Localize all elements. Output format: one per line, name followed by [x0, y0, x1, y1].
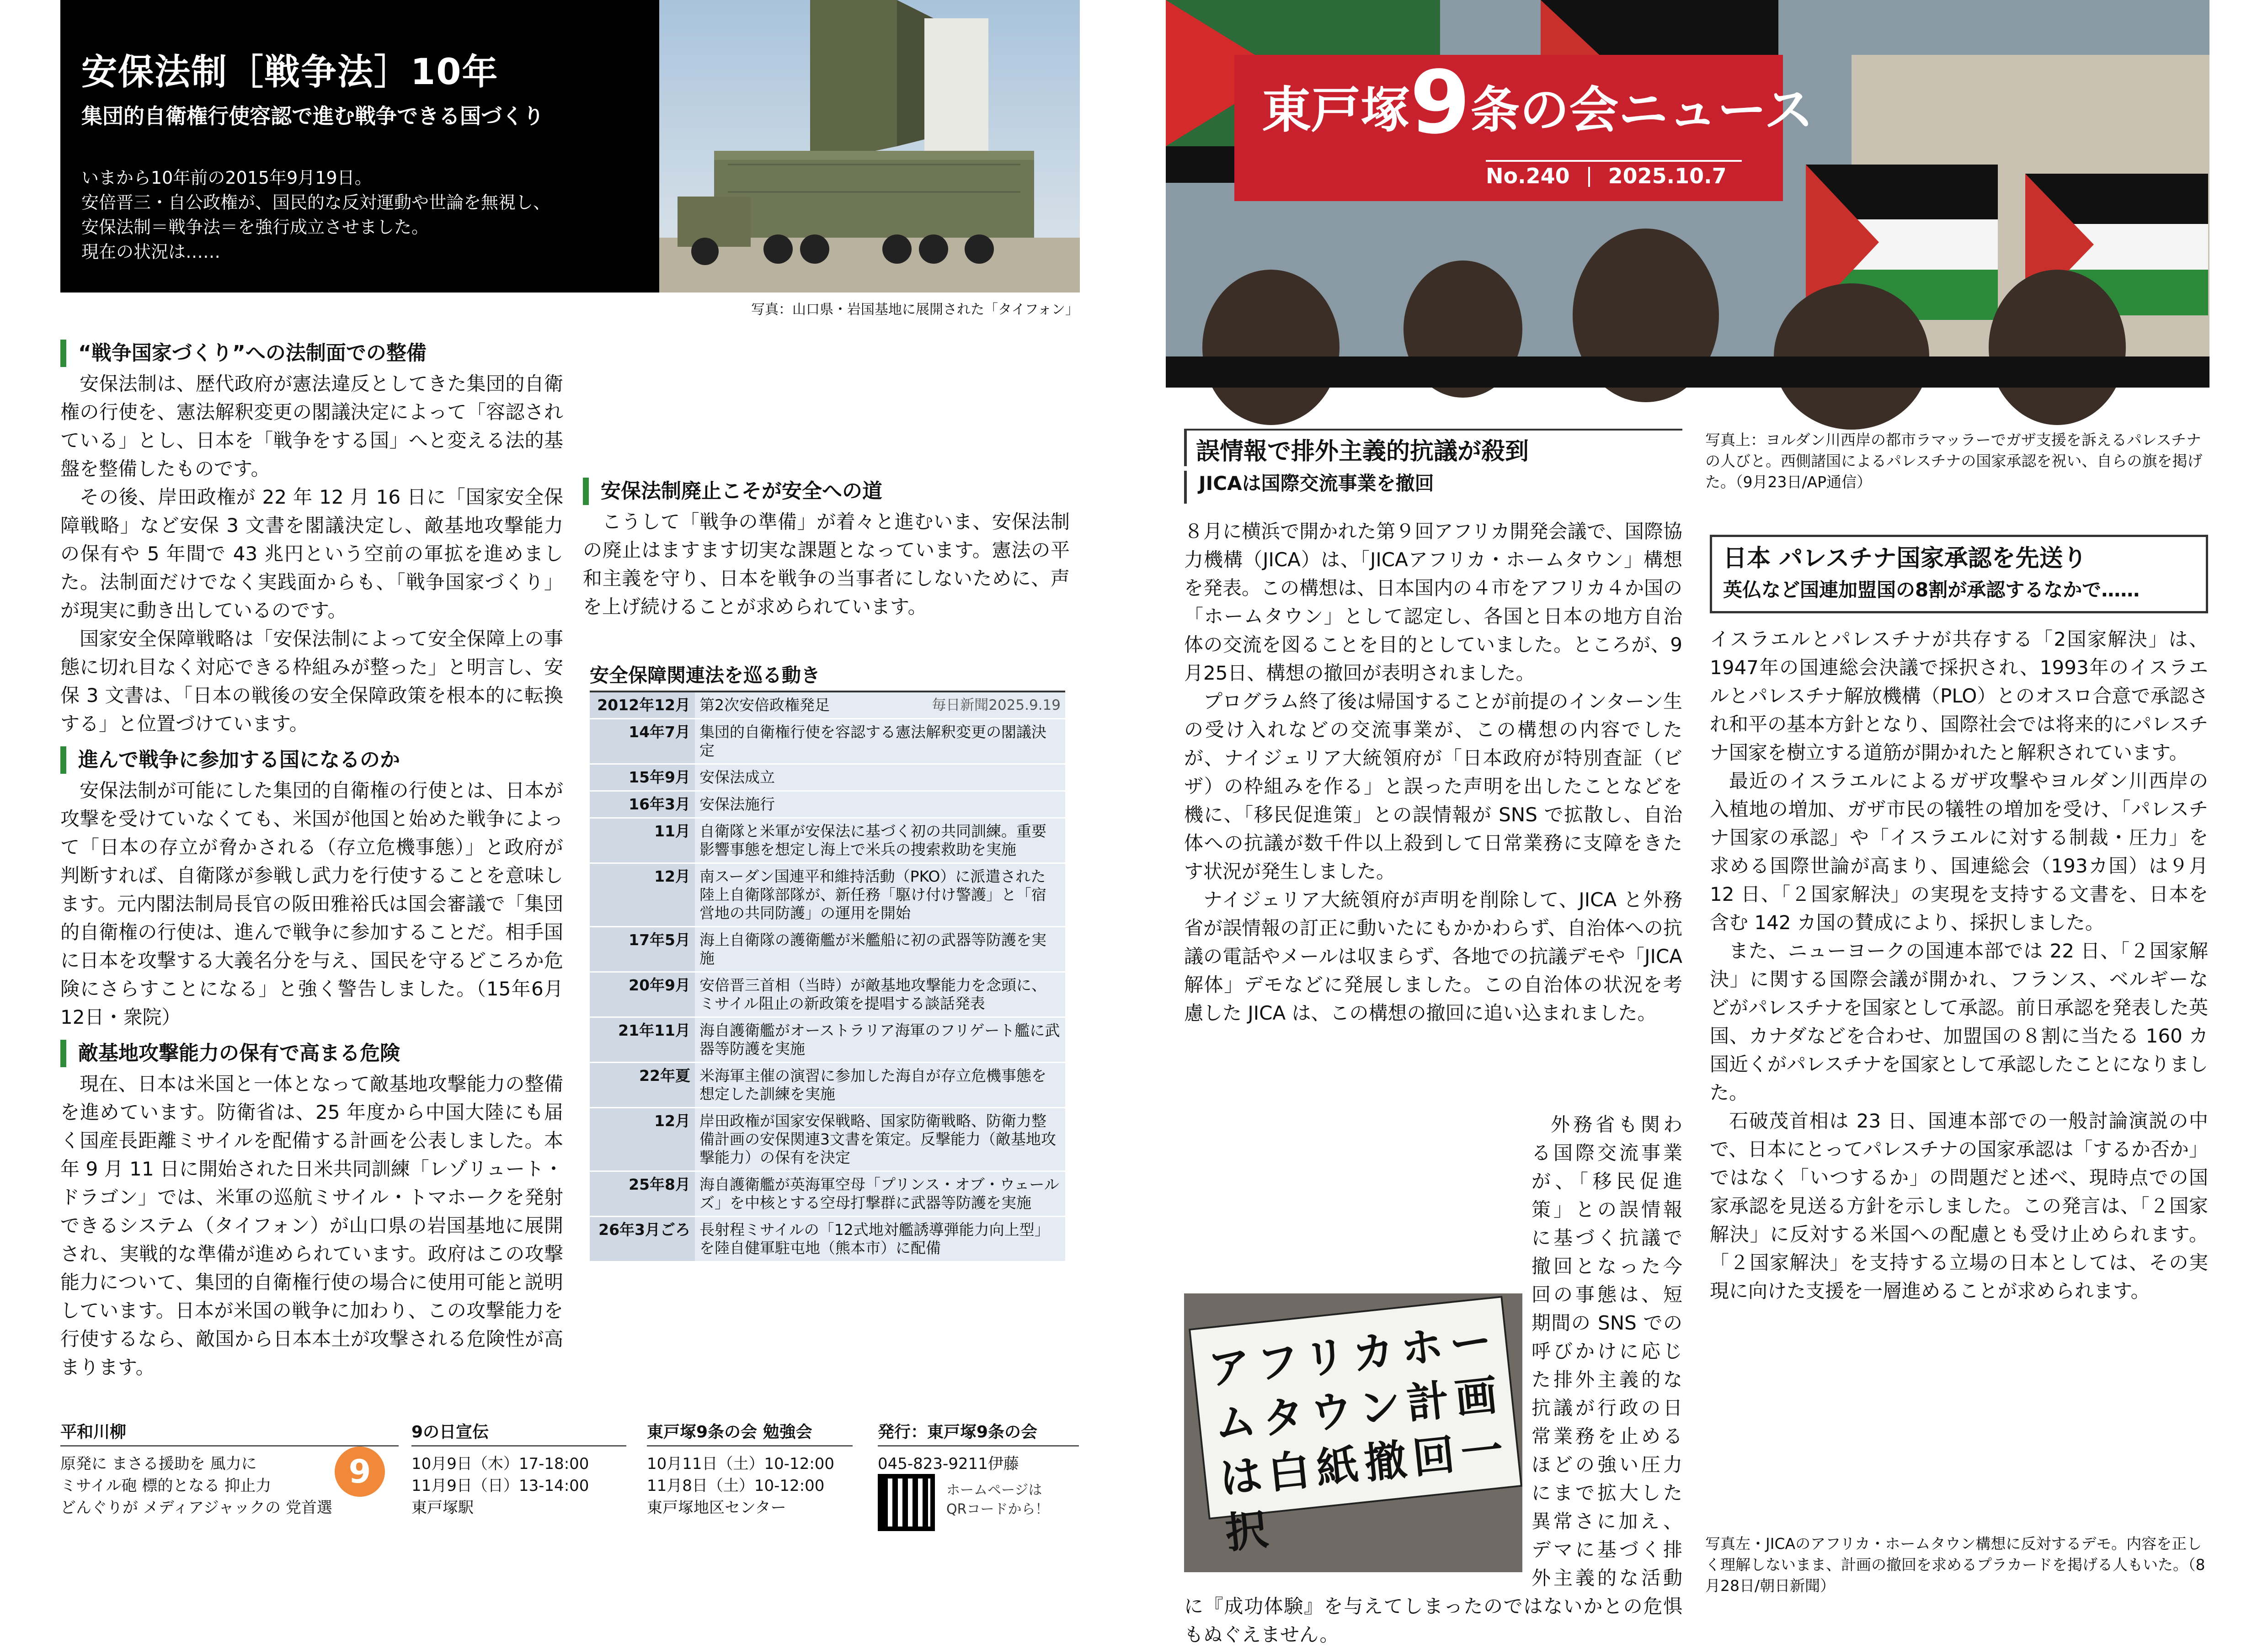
section-heading-4: 安保法制廃止こそが安全への道	[583, 478, 1070, 505]
timeline-row	[590, 1017, 1065, 1063]
main-subtitle: 集団的自衛権行使容認で進む戦争できる国づくり	[81, 104, 544, 128]
main-title: 安保法制［戦争法］10年	[81, 52, 499, 93]
timeline-event: 安保法施行	[695, 791, 1065, 818]
left-article-col1	[60, 336, 563, 1378]
lead-text: いまから10年前の2015年9月19日。 安倍晋三・自公政権が、国民的な反対運動や世論を無視し、 安保法制＝戦争法＝を強行成立させました。 現在の状況は……	[81, 168, 551, 262]
timeline-row	[590, 927, 1065, 972]
timeline-row	[590, 972, 1065, 1017]
timeline-event: 集団的自衛権行使を容認する憲法解釈変更の閣議決定	[695, 719, 1065, 764]
footer-publisher: 発行：東戸塚9条の会 045-823-9211伊藤 ホームページは QRコードから！	[878, 1419, 1079, 1475]
timeline-date: 2012年12月	[590, 692, 695, 719]
typhon-photo	[659, 0, 1080, 293]
timeline-row	[590, 1217, 1065, 1262]
article-paragraph: ナイジェリア大統領府が声明を削除して、JICA と外務省が誤情報の訂正に動いたにもかかわらず、自治体への抗議の電話やメールは収まらず、各地での抗議デモや「JICA 解体」デモなどに発展しました。この自治体の状況を考慮した JICA は、この構想の撤回に追い込まれました。	[1184, 888, 1682, 1024]
timeline-source: 毎日新聞2025.9.19	[932, 697, 1061, 713]
timeline-row	[590, 1063, 1065, 1108]
timeline-date: 12月	[590, 863, 695, 927]
section-heading-1: “戦争国家づくり”への法制面での整備	[60, 340, 563, 367]
timeline-row	[590, 818, 1065, 863]
jica-article-continued	[1184, 1111, 1682, 1646]
article-paragraph: 安保法制は、歴代政府が憲法違反としてきた集団的自衛権の行使を、憲法解釈変更の閣議決定によって「容認されている」とし、日本を「戦争をする国」へと変える法的基盤を整備したものです。	[60, 372, 563, 480]
timeline-event: 毎日新聞2025.9.19 第2次安倍政権発足	[695, 692, 1065, 719]
timeline-table	[590, 692, 1065, 1262]
article-paragraph: 安保法制が可能にした集団的自衛権の行使とは、日本が攻撃を受けていなくても、米国が他国と始めた戦争によって「日本の存立が脅かされる（存立危機事態）」と政府が判断すれば、自衛隊が参戦し武力を行使することを意味します。元内閣法制局長官の阪田雅裕氏は国会審議で「集団的自衛権の行使は、進んで戦争に参加することだ。相手国に日本を攻撃する大義名分を与え、国民を守るどころか危険にさらすことになる」と強く警告しました。（15年6月12日・衆院）	[60, 779, 563, 1028]
timeline-event: 海自護衛艦が英海軍空母「プリンス・オブ・ウェールズ」を中核とする空母打撃群に武器等防護を実施	[695, 1171, 1065, 1217]
footer-senryu: 平和川柳 原発に まさる援助を 風力に ミサイル砲 標的となる 抑止力 どんぐりが メディアジャックの 党首選 9	[60, 1419, 399, 1519]
timeline-event: 岸田政権が国家安保戦略、国家防衛戦略、防衛力整備計画の安保関連3文書を策定。反撃能力（敵基地攻撃能力）の保有を決定	[695, 1108, 1065, 1171]
article-paragraph: こうして「戦争の準備」が着々と進むいま、安保法制の廃止はますます切実な課題となっています。憲法の平和主義を守り、日本を戦争の当事者にしないために、声を上げ続けることが求められています。	[583, 511, 1070, 618]
timeline-event: 米海軍主催の演習に参加した海自が存立危機事態を想定した訓練を実施	[695, 1063, 1065, 1108]
timeline-row	[590, 1171, 1065, 1217]
mascot-icon: 9	[335, 1447, 385, 1497]
timeline-box	[590, 660, 1065, 1262]
article-paragraph: 国家安全保障戦略は「安保法制によって安全保障上の事態に切れ目なく対応できる枠組みが整った」と明言し、安保 3 文書は、「日本の戦後の安全保障政策を根本的に転換する」と位置づけています。	[60, 628, 563, 735]
masthead-title: 東戸塚9条の会ニュース	[1262, 52, 1814, 153]
jica-article	[1184, 429, 1682, 1027]
timeline-event: 自衛隊と米軍が安保法に基づく初の共同訓練。重要影響事態を想定し海上で米兵の捜索救助を実施	[695, 818, 1065, 863]
jica-protest-photo	[1184, 1293, 1522, 1572]
article-paragraph: また、ニューヨークの国連本部では 22 日、「２国家解決」に関する国際会議が開かれ、フランス、ベルギーなどがパレスチナを国家として承認。前日承認を発表した英国、カナダなどを合わせ、加盟国の８割に当たる 160 カ国近くがパレスチナを国家として承認したことになりました。	[1710, 940, 2208, 1104]
timeline-date: 17年5月	[590, 927, 695, 972]
timeline-date: 22年夏	[590, 1063, 695, 1108]
timeline-date: 26年3月ごろ	[590, 1217, 695, 1262]
typhon-photo-caption: 写真：山口県・岩国基地に展開された「タイフォン」	[751, 302, 1079, 318]
masthead-issue: No.240 2025.10.7	[1486, 160, 1742, 188]
timeline-title: 安全保障関連法を巡る動き	[590, 660, 1065, 692]
timeline-date: 14年7月	[590, 719, 695, 764]
masthead	[1234, 52, 1814, 201]
palestine-header	[1710, 535, 2208, 613]
timeline-row	[590, 719, 1065, 764]
article-paragraph: 外務省も関わる国際交流事業が、「移民促進策」との誤情報に基づく抗議で撤回となった今回の事態は、短期間の SNS での呼びかけに応じた排外主義的な抗議が行政の日常業務を止めるほどの強い圧力にまで拡大した異常さに加え、デマに基づく排外主義的な活動に『成功体験』を与えてしまったのではないかとの危惧もぬぐえません。	[1184, 1113, 1682, 1646]
palestine-article	[1710, 535, 2208, 1305]
article-paragraph: その後、岸田政権が 22 年 12 月 16 日に「国家安全保障戦略」など安保 3 文書を閣議決定し、敵基地攻撃能力の保有や 5 年間で 43 兆円という空前の軍拡を進めました。法制面だけでなく実践面からも、「戦争国家づくり」が現実に動き出しているのです。	[60, 486, 563, 622]
timeline-date: 15年9月	[590, 764, 695, 791]
jica-title: 誤情報で排外主義的抗議が殺到	[1184, 429, 1682, 466]
article-paragraph: ８月に横浜で開かれた第９回アフリカ開発会議で、国際協力機構（JICA）は、「JICAアフリカ・ホームタウン」構想を発表。この構想は、日本国内の４市をアフリカ４か国の「ホームタウン」として認定し、各国と日本の地方自治体の交流を図ることを目的としていました。ところが、9月25日、構想の撤回が表明されました。	[1184, 520, 1682, 684]
timeline-event: 安倍晋三首相（当時）が敵基地攻撃能力を念頭に、ミサイル阻止の新政策を提唱する談話発表	[695, 972, 1065, 1017]
timeline-date: 11月	[590, 818, 695, 863]
footer-ninohi: 9の日宣伝 10月9日（木）17-18:00 11月9日（日）13-14:00 東戸塚駅	[411, 1419, 626, 1519]
timeline-row	[590, 692, 1065, 719]
timeline-row	[590, 764, 1065, 791]
left-article-col2	[583, 336, 1070, 621]
timeline-event: 南スーダン国連平和維持活動（PKO）に派遣された陸上自衛隊部隊が、新任務「駆け付け警護」と「宿営地の共同防護」の運用を開始	[695, 863, 1065, 927]
timeline-event: 長射程ミサイルの「12式地対艦誘導弾能力向上型」を陸自健軍駐屯地（熊本市）に配備	[695, 1217, 1065, 1262]
protest-placard: アフリカホームタウン計画は白紙撤回一択	[1189, 1296, 1522, 1520]
palestine-title: 日本 パレスチナ国家承認を先送り	[1723, 545, 2087, 572]
timeline-date: 21年11月	[590, 1017, 695, 1063]
qr-note: ホームページは QRコードから！	[946, 1482, 1049, 1517]
typhon-launcher-image	[659, 0, 1080, 293]
jica-subtitle: JICAは国際交流事業を撤回	[1184, 471, 1682, 504]
timeline-row	[590, 1108, 1065, 1171]
timeline-date: 12月	[590, 1108, 695, 1171]
article-paragraph: 現在、日本は米国と一体となって敵基地攻撃能力の整備を進めています。防衛省は、25 年度から中国大陸にも届く国産長距離ミサイルを配備する計画を公表しました。本年 9 月 11 日に開始された日米共同訓練「レゾリュート・ドラゴン」では、米軍の巡航ミサイル・トマホークを発射できるシステム（タイフォン）が山口県の岩国基地に展開され、実戦的な準備が進められています。政府はこの攻撃能力について、集団的自衛権行使の場合に使用可能と説明しています。日本が米国の戦争に加わり、この攻撃能力を行使するなら、敵国から日本本土が攻撃される危険性が高まります。	[60, 1073, 563, 1378]
qr-code-icon[interactable]	[878, 1474, 935, 1531]
timeline-date: 16年3月	[590, 791, 695, 818]
article-paragraph: 最近のイスラエルによるガザ攻撃やヨルダン川西岸の入植地の増加、ガザ市民の犠牲の増加を受け、「パレスチナ国家の承認」や「イスラエルに対する制裁・圧力」を求める国際世論が高まり、国連総会（193カ国）は９月 12 日、「２国家解決」の実現を支持する文書を、日本を含む 142 カ国の賛成により、採択しました。	[1710, 770, 2208, 934]
article-paragraph: プログラム終了後は帰国することが前提のインターン生の受け入れなどの交流事業が、この構想の内容でしたが、ナイジェリア大統領府が「日本政府が特別査証（ビザ）の枠組みを作る」と誤った声明を出したことなどを機に、「移民促進策」との誤情報が SNS で拡散し、自治体への抗議が数千件以上殺到して日常業務に支障をきたす状況が発生しました。	[1184, 690, 1682, 883]
timeline-row	[590, 791, 1065, 818]
article-paragraph: 石破茂首相は 23 日、国連本部での一般討論演説の中で、日本にとってパレスチナの国家承認は「するか否か」ではなく「いつするか」の問題だと述べ、現時点での国家承認を見送る方針を示しました。この発言は、「２国家解決」に反対する米国への配慮とも受け止められます。「２国家解決」を支持する立場の日本としては、その実現に向けた支援を一層進めることが求められます。	[1710, 1110, 2208, 1302]
timeline-event: 海自護衛艦がオーストラリア海軍のフリゲート艦に武器等防護を実施	[695, 1017, 1065, 1063]
section-heading-2: 進んで戦争に参加する国になるのか	[60, 746, 563, 774]
section-heading-3: 敵基地攻撃能力の保有で高まる危険	[60, 1040, 563, 1067]
timeline-event: 安保法成立	[695, 764, 1065, 791]
timeline-row	[590, 863, 1065, 927]
timeline-date: 20年9月	[590, 972, 695, 1017]
jica-photo-caption: 写真左・JICAのアフリカ・ホームタウン構想に反対するデモ。内容を正しく理解しないまま、計画の撤回を求めるプラカードを掲げる人もいた。（8月28日/朝日新聞）	[1705, 1535, 2205, 1595]
article-paragraph: イスラエルとパレスチナが共存する「2国家解決」は、1947年の国連総会決議で採択され、1993年のイスラエルとパレスチナ解放機構（PLO）とのオスロ合意で承認され和平の基本方針となり、国際社会では将来的にパレスチナ国家を樹立する道筋が開かれたと解釈されています。	[1710, 628, 2208, 764]
footer-study: 東戸塚9条の会 勉強会 10月11日（土）10-12:00 11月8日（土）10-12:00 東戸塚地区センター	[647, 1419, 853, 1519]
rally-photo-caption: 写真上：ヨルダン川西岸の都市ラマッラーでガザ支援を訴えるパレスチナの人びと。西側諸国によるパレスチナの国家承認を祝い、自らの旗を掲げた。（9月23日/AP通信）	[1705, 431, 2203, 491]
timeline-event: 海上自衛隊の護衛艦が米艦船に初の武器等防護を実施	[695, 927, 1065, 972]
palestine-subtitle: 英仏など国連加盟国の8割が承認するなかで……	[1723, 579, 2140, 601]
left-header-box	[60, 0, 659, 293]
timeline-date: 25年8月	[590, 1171, 695, 1217]
